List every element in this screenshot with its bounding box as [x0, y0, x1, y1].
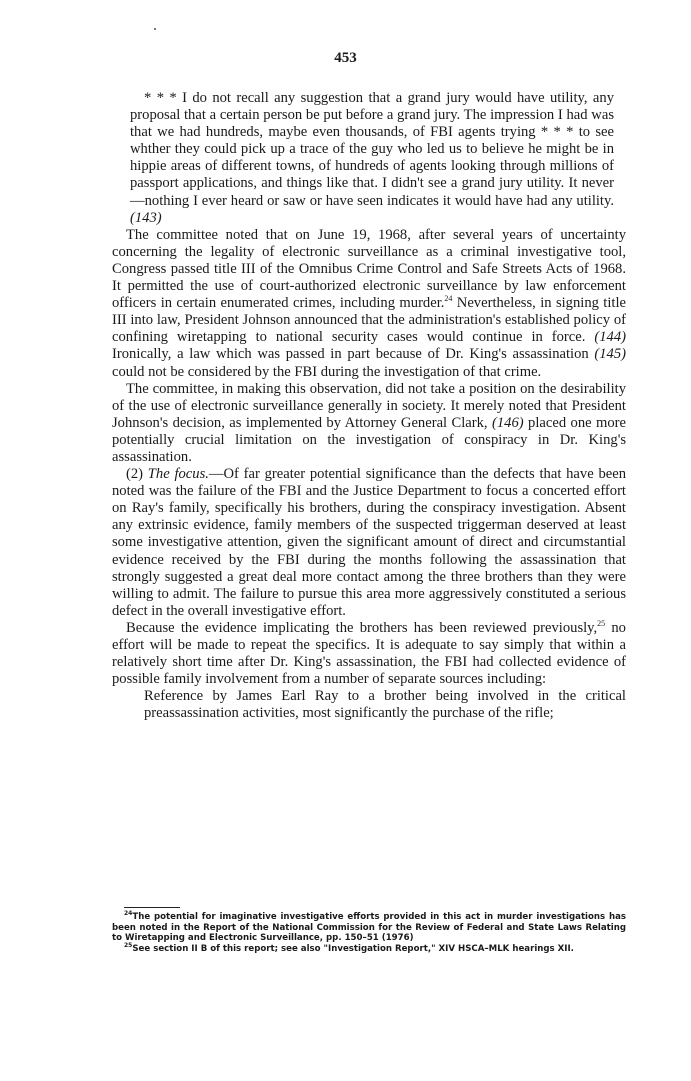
quote-citation: (143): [130, 209, 162, 226]
list-item-text: Reference by James Earl Ray to a brother being involved in the critical preassassination activities, most significantly the purchase of the rifle;: [144, 688, 626, 722]
citation-145: (145): [594, 346, 626, 363]
citation-146: (146): [492, 414, 524, 431]
list-item: [130, 688, 626, 722]
paragraph-text: The committee, in making this observation, did not take a position on the desirability of the use of electronic surveillance generally in society. It merely noted that President Johnson's decision, as implemented by Attorney General Clark,: [112, 380, 626, 431]
paragraph-the-focus: [112, 466, 626, 620]
section-number: (2): [126, 466, 144, 483]
paragraph-text: Because the evidence implicating the brothers has been reviewed previously,: [126, 619, 598, 636]
footnote-ref-25: 25: [597, 619, 606, 629]
footnote-marker: 24: [124, 910, 133, 918]
footnote-ref-24: 24: [444, 294, 453, 304]
quote-text: * * * I do not recall any suggestion that a grand jury would have utility, any proposal that a certain person be put before a grand jury. The impression I had was that we had hundreds, maybe even thousands, of FBI agents trying * * * to see whther they could pick up a trace of the guy who led us to believe he might be in hippie areas of different towns, of hundreds of agents looking through millions of passport applications, and things like that. I didn't see a grand jury utility. It never—nothing I ever heard or saw or have seen indicates it would have had any utility.: [130, 90, 614, 209]
page-body: [112, 90, 626, 722]
paragraph-text: no effort will be made to repeat the specifics. It is adequate to say simply that within a relatively short time after Dr. King's assassination, the FBI had collected evidence of possible family involvement from a number of separate sources including:: [112, 619, 626, 688]
paragraph-text: The committee noted that on June 19, 1968, after several years of uncertainty concerning the legality of electronic surveillance as a criminal investigative tool, Congress passed title III of the Omnibus Crime Control and Safe Streets Acts of 1968. It permitted the use of court-authorized electronic surveillance by law enforcement officers in certain enumerated crimes, including murder.: [112, 226, 626, 312]
footnote-marker: 25: [124, 941, 133, 949]
paragraph-committee-position: [112, 381, 626, 466]
scan-speck: [154, 28, 156, 30]
paragraph-text: could not be considered by the FBI during the investigation of that crime.: [112, 363, 542, 380]
footnotes: [112, 912, 626, 954]
footnote-text: See section II B of this report; see also "Investigation Report," XIV HSCA–MLK hearings XII.: [132, 943, 574, 954]
footnote-25: [112, 941, 626, 955]
page-number: 453: [334, 50, 357, 66]
paragraph-text: Ironically, a law which was passed in part because of Dr. King's assassination: [112, 346, 595, 363]
paragraph-brothers-evidence: [112, 620, 626, 688]
section-heading: The focus.: [147, 466, 209, 483]
footnote-divider: [124, 907, 180, 908]
footnote-24: [112, 912, 626, 944]
footnote-text: The potential for imaginative investigative efforts provided in this act in murder investigations has been noted in the Report of the National Commission for the Review of Federal and State Laws Relating to Wiretapping and Electronic Surveillance, pp. 150–51 (1976): [112, 912, 626, 944]
paragraph-text: Nevertheless, in signing title III into law, President Johnson announced that the administration's established policy of confining wiretapping to national security cases would continue in force.: [112, 295, 626, 346]
citation-144: (144): [594, 329, 626, 346]
paragraph-electronic-surveillance: [112, 227, 626, 381]
paragraph-text: placed one more potentially crucial limitation on the investigation of conspiracy in Dr. King's assassination.: [112, 414, 626, 465]
paragraph-text: —Of far greater potential significance than the defects that have been noted was the failure of the FBI and the Justice Department to focus a concerted effort on Ray's family, specifically his brothers, during the conspiracy investigation. Absent any extrinsic evidence, family members of the suspected triggerman deserved at least some investigative attention, given the significant amount of direct and circumstantial evidence received by the FBI during the months following the assassination that strongly suggested a great deal more contact among the three brothers than they were willing to admit. The failure to pursue this area more aggressively constituted a serious defect in the overall investigative effort.: [112, 466, 626, 619]
block-quote: [130, 90, 614, 227]
